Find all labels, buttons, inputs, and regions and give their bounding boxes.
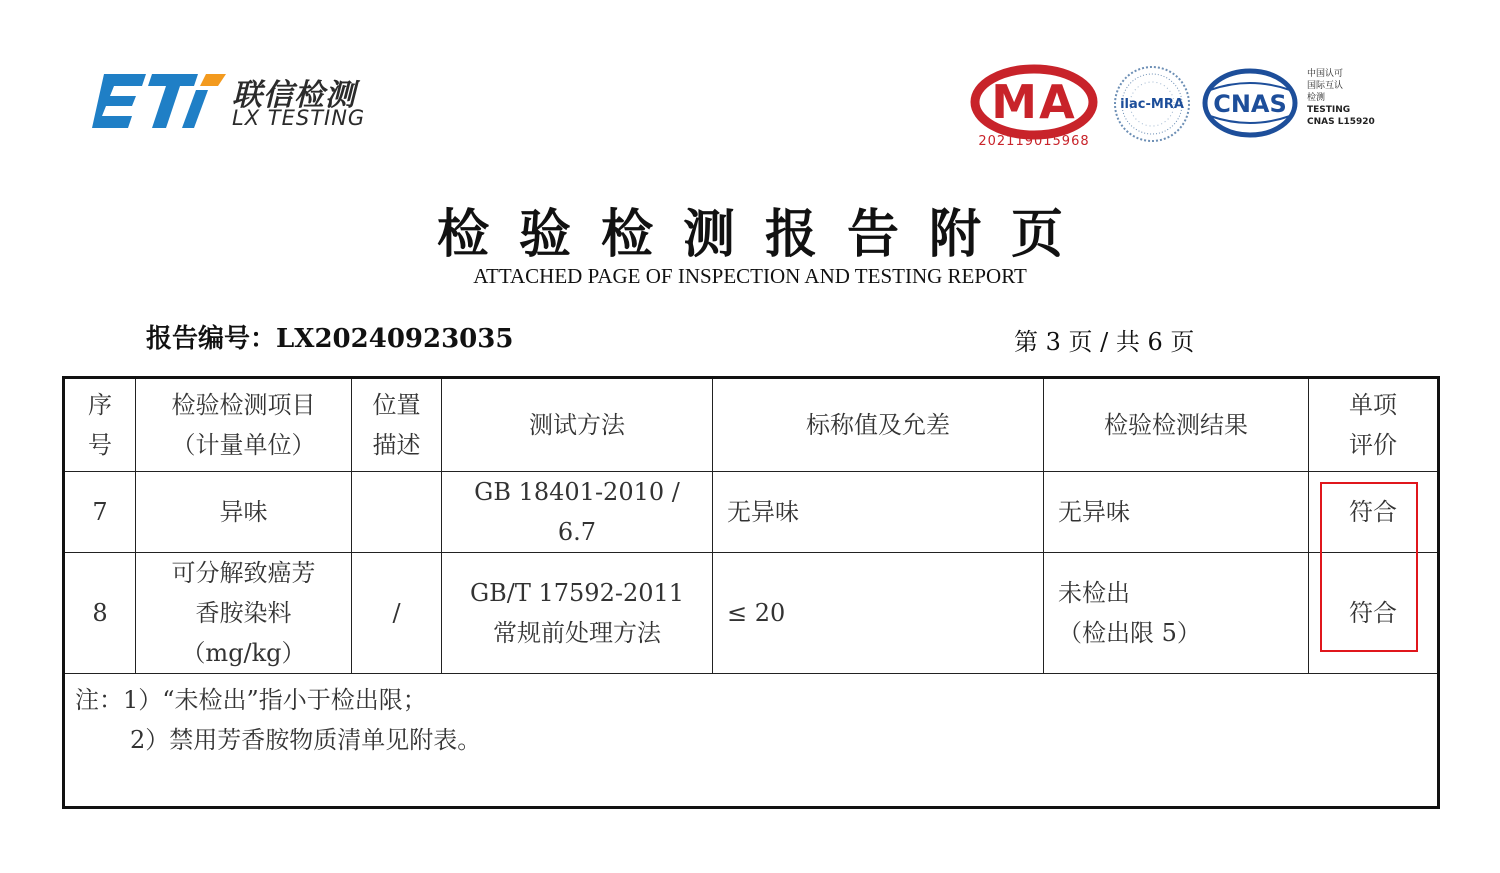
logo-text-en: LX TESTING (232, 106, 366, 130)
cell-seq: 7 (64, 472, 136, 553)
cell-position (352, 472, 442, 553)
cell-seq: 8 (64, 553, 136, 674)
page-indicator: 第 3 页 / 共 6 页 (1014, 328, 1195, 356)
cell-evaluation: 符合 (1309, 553, 1439, 674)
cell-evaluation: 符合 (1309, 472, 1439, 553)
cell-nominal: ≤ 20 (713, 553, 1044, 674)
table-header-row (64, 378, 1439, 472)
cnas-logo-icon (1202, 68, 1298, 138)
header-position: 位置 描述 (352, 378, 442, 472)
page-subtitle: ATTACHED PAGE OF INSPECTION AND TESTING REPORT (473, 264, 1027, 288)
cell-item: 可分解致癌芳 香胺染料 （mg/kg） (136, 553, 352, 674)
cnas-caption-line: CNAS L15920 (1307, 117, 1375, 127)
cnas-caption-line: 检测 (1307, 93, 1326, 103)
header-result: 检验检测结果 (1044, 378, 1309, 472)
note-line: 注：1）“未检出”指小于检出限； (75, 686, 427, 714)
header-nominal: 标称值及允差 (713, 378, 1044, 472)
logo-text-cn: 联信检测 (232, 78, 356, 113)
table-row (64, 472, 1439, 553)
note-line: 2）禁用芳香胺物质清单见附表。 (130, 726, 482, 754)
cma-text: MA (991, 75, 1077, 129)
evaluation-highlight-box (1320, 482, 1418, 652)
header-evaluation: 单项 评价 (1309, 378, 1439, 472)
cnas-caption-line: 中国认可 (1307, 69, 1344, 79)
cell-nominal: 无异味 (713, 472, 1044, 553)
cnas-caption (1307, 68, 1375, 128)
header-item: 检验检测项目 （计量单位） (136, 378, 352, 472)
cnas-text: CNAS (1213, 90, 1287, 118)
cnas-caption-line: 国际互认 (1307, 81, 1344, 91)
cell-method: GB/T 17592-2011 常规前处理方法 (442, 553, 713, 674)
cell-position: / (352, 553, 442, 674)
ilac-mra-logo-icon (1112, 64, 1192, 144)
cnas-caption-line: TESTING (1307, 105, 1351, 115)
cell-method: GB 18401-2010 / 6.7 (442, 472, 713, 553)
page-title: 检验检测报告附页 (436, 204, 1093, 265)
table-notes-row (64, 674, 1439, 808)
lx-logo-mark-icon (92, 70, 228, 130)
cma-code: 202119015968 (978, 134, 1090, 149)
header-method: 测试方法 (442, 378, 713, 472)
cell-result: 无异味 (1044, 472, 1309, 553)
cell-result: 未检出 （检出限 5） (1044, 553, 1309, 674)
report-number: 报告编号：LX20240923035 (146, 324, 514, 354)
results-table (62, 376, 1440, 809)
table-row (64, 553, 1439, 674)
table-notes (64, 674, 1439, 808)
cell-item: 异味 (136, 472, 352, 553)
header-seq: 序 号 (64, 378, 136, 472)
ilac-text: ilac-MRA (1120, 97, 1184, 112)
